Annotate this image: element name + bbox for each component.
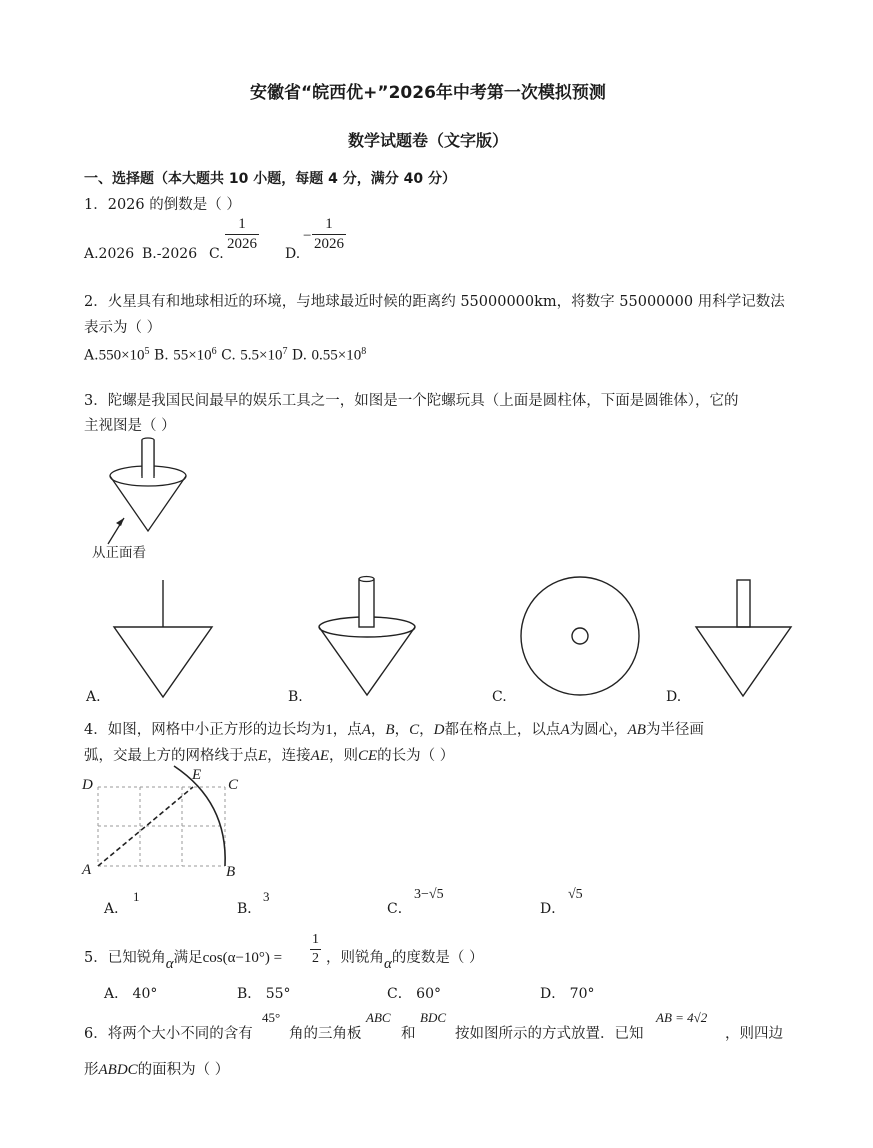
fraction-numerator: 1 [238, 216, 246, 232]
fraction-bar [225, 234, 259, 235]
q1-option-c-label: C. [209, 246, 224, 262]
q4-point-a: A [361, 722, 371, 738]
q2-option-c-label: C. [221, 347, 236, 364]
q4-fig-label-b: B [226, 864, 236, 880]
q4-text: 都在格点上，以点 [444, 722, 561, 738]
q5-option-a: A． 40° [104, 986, 158, 1002]
q4-text: ，点 [332, 722, 362, 738]
q4-text: 4．如图，网格中小正方形的边长均为 [84, 722, 326, 738]
q6-triangle-bdc: BDC [420, 1010, 446, 1025]
q3-option-d-figure [693, 575, 798, 700]
q4-fig-label-e: E [192, 767, 202, 783]
q4-text: 弧，交最上方的网格线于点 [84, 748, 258, 764]
q1-option-c-fraction [225, 216, 259, 253]
q3-option-a-label: A. [86, 689, 101, 705]
q4-text: ，则 [329, 748, 358, 764]
q4-option-a-value: 1 [133, 889, 140, 904]
fraction-bar [310, 949, 321, 950]
q5-alpha: α [165, 956, 174, 972]
q4-fig-label-d: D [82, 777, 93, 793]
q2-option-c-exp: 7 [282, 346, 288, 357]
q2-option-a-label: A. [84, 347, 99, 364]
q5-text: 的度数是（ ） [391, 950, 484, 966]
q6-text: 形 [84, 1062, 99, 1078]
q4-point-b: B [385, 722, 395, 738]
q1-option-d-fraction [312, 216, 346, 253]
q5-alpha: α [384, 956, 392, 972]
q4-option-c-label: C． [387, 901, 412, 917]
q4-separator: ， [419, 722, 434, 738]
q4-segment-ab: AB [627, 722, 646, 738]
q3-option-c-figure [518, 575, 643, 700]
q4-unit-length: 1 [325, 722, 333, 738]
q2-stem-line1: 2．火星具有和地球相近的环境，与地球最近时候的距离约 55000000km，将数字 55000000 用科学记数法 [84, 294, 785, 310]
q3-stem-line2: 主视图是（ ） [84, 418, 176, 434]
q6-text: 的面积为（ ） [137, 1062, 230, 1078]
q5-option-c: C． 60° [387, 986, 441, 1002]
q1-option-d-label: D. [285, 246, 301, 262]
page-subtitle: 数学试题卷（文字版） [348, 131, 509, 150]
fraction-denominator: 2 [312, 951, 319, 966]
q2-option-b-label: B. [153, 347, 169, 364]
q5-option-d: D． 70° [540, 986, 595, 1002]
q4-point-c: C [409, 722, 420, 738]
q6-stem-line1-c: 和 [401, 1026, 416, 1042]
q3-view-label: 从正面看 [92, 545, 146, 561]
q4-point-d: D [433, 722, 445, 738]
q3-option-b-figure [316, 575, 421, 700]
q3-option-b-label: B. [288, 689, 303, 705]
q2-option-a-base: 550×10 [98, 347, 145, 364]
q3-option-a-figure [112, 575, 217, 700]
q4-option-b-value: 3 [263, 889, 270, 904]
q2-option-d-exp: 8 [361, 346, 367, 357]
q5-stem [84, 946, 283, 972]
q2-stem-line2: 表示为（ ） [84, 320, 162, 336]
q4-text: 的长为（ ） [377, 748, 455, 764]
q6-given-ab: AB = 4√2 [656, 1010, 708, 1025]
q4-text: 为半径画 [645, 722, 704, 738]
q5-option-b: B． 55° [237, 986, 291, 1002]
q6-stem-line1-e: ，则四边 [725, 1026, 783, 1042]
fraction-numerator: 1 [325, 216, 333, 232]
q1-option-a: A.2026 [84, 246, 135, 262]
q3-spinning-top-figure [100, 438, 200, 538]
q2-option-b-base: 55×10 [173, 347, 212, 364]
q3-option-c-label: C. [492, 689, 507, 705]
q1-option-b: B.-2026 [142, 246, 198, 262]
q3-stem-line1: 3．陀螺是我国民间最早的娱乐工具之一，如图是一个陀螺玩具（上面是圆柱体，下面是圆锥体），它的 [84, 393, 739, 409]
q6-quadrilateral: ABDC [98, 1062, 138, 1078]
q4-separator: ， [394, 722, 410, 738]
q4-text: 为圆心， [569, 722, 628, 738]
q3-option-d-label: D. [666, 689, 682, 705]
q5-text: 满足 [173, 950, 203, 966]
q1-stem: 1．2026 的倒数是（ ） [84, 197, 241, 213]
q2-option-a-exp: 5 [144, 346, 150, 357]
q6-stem-line1-a: 6．将两个大小不同的含有 [84, 1026, 253, 1042]
q4-point-e: E [258, 748, 268, 764]
q6-stem-line2 [84, 1058, 229, 1079]
fraction-bar [312, 234, 346, 235]
q5-text: ，则锐角 [326, 950, 384, 966]
q4-stem-line1 [84, 718, 704, 739]
q5-stem-tail [326, 946, 484, 972]
q4-segment-ae: AE [310, 748, 329, 764]
q6-angle: 45° [262, 1010, 281, 1025]
q4-point-a: A [560, 722, 570, 738]
q4-option-d-label: D． [540, 901, 566, 917]
q5-cos-expression: cos(α−10°) = [202, 950, 283, 966]
fraction-denominator: 2026 [227, 236, 257, 252]
q1-option-d-sign: − [303, 228, 312, 244]
q2-options [84, 346, 366, 365]
q6-stem-line1-b: 角的三角板 [289, 1026, 362, 1042]
q5-fraction [310, 932, 321, 967]
q4-text: ，连接 [267, 748, 311, 764]
q2-option-d-label: D. [291, 347, 308, 364]
q2-option-c-base: 5.5×10 [240, 347, 283, 364]
q4-option-c-value: 3−√5 [414, 887, 444, 902]
q4-separator: ， [370, 722, 386, 738]
q4-option-b-label: B． [237, 901, 262, 917]
grid-lines [98, 787, 225, 866]
q4-option-d-value: √5 [568, 887, 583, 902]
q5-text: 5．已知锐角 [84, 950, 166, 966]
q4-fig-label-c: C [228, 777, 239, 793]
q4-segment-ce: CE [358, 748, 378, 764]
q6-triangle-abc: ABC [366, 1010, 391, 1025]
q4-fig-label-a: A [82, 862, 92, 878]
fraction-numerator: 1 [312, 932, 319, 947]
q4-option-a-label: A． [104, 901, 129, 917]
fraction-denominator: 2026 [314, 236, 344, 252]
q2-option-d-base: 0.55×10 [311, 347, 362, 364]
section-heading: 一、选择题（本大题共 10 小题，每题 4 分，满分 40 分） [84, 171, 456, 187]
page-title: 安徽省“皖西优+”2026年中考第一次模拟预测 [250, 83, 606, 103]
arrow-icon [116, 518, 124, 526]
q6-stem-line1-d: 按如图所示的方式放置．已知 [455, 1026, 644, 1042]
q2-option-b-exp: 6 [211, 346, 217, 357]
